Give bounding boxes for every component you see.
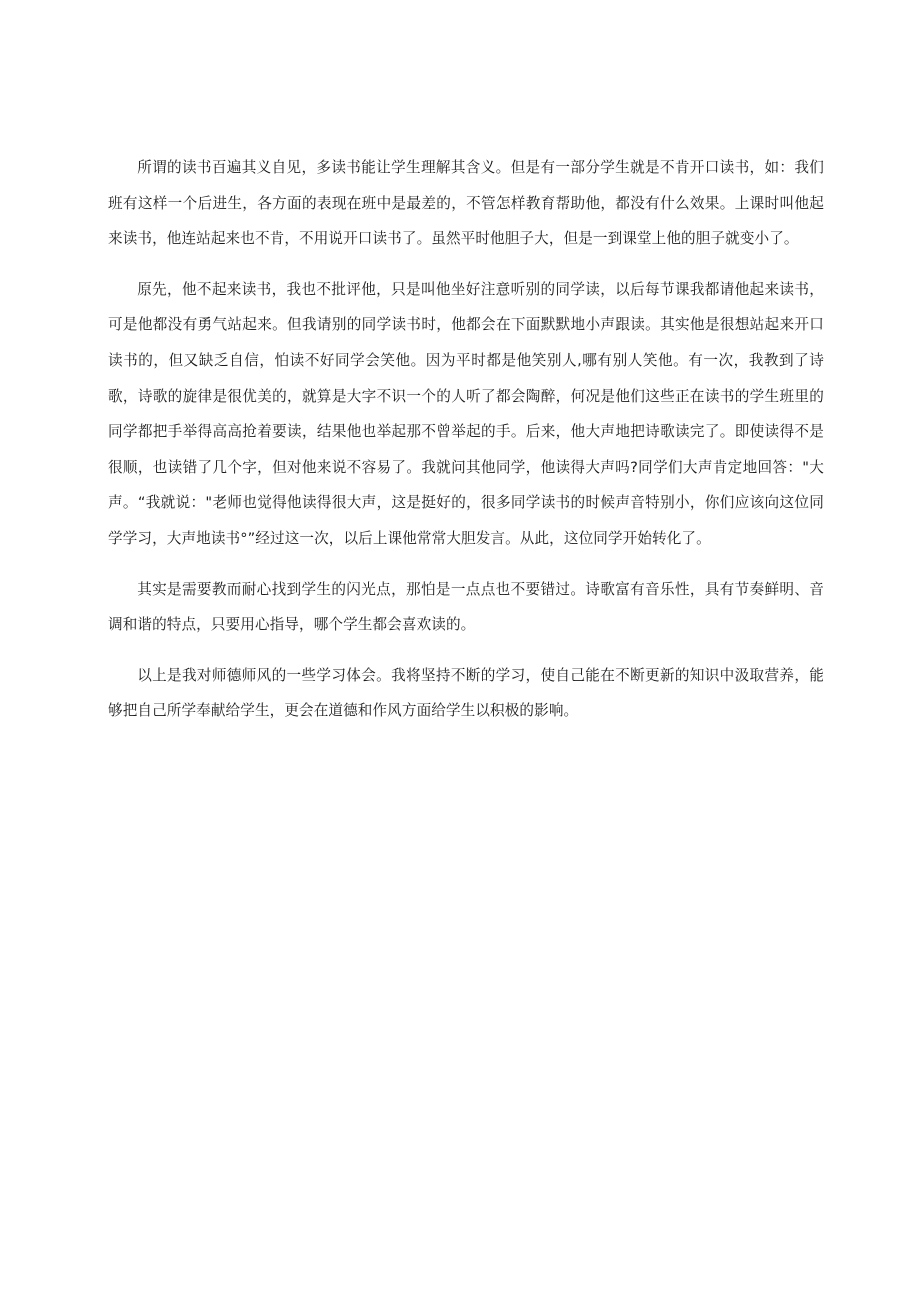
paragraph-2: 原先，他不起来读书，我也不批评他，只是叫他坐好注意听别的同学读，以后每节课我都请他起来读书，可是他都没有勇气站起来。但我请别的同学读书时，他都会在下面默默地小声跟读。其实他是很想站起来开口读书的，但又缺乏自信，怕读不好同学会笑他。因为平时都是他笑别人,哪有别人笑他。有一次，我教到了诗歌，诗歌的旋律是很优美的，就算是大字不识一个的人听了都会陶醉，何况是他们这些正在读书的学生班里的同学都把手举得高高抢着要读，结果他也举起那不曾举起的手。后来，他大声地把诗歌读完了。即使读得不是很顺，也读错了几个字，但对他来说不容易了。我就问其他同学，他读得大声吗?同学们大声肯定地回答："大声。“我就说："老师也觉得他读得很大声，这是挺好的，很多同学读书的时候声音特别小，你们应该向这位同学学习，大声地读书°”经过这一次，以后上课他常常大胆发言。从此，这位同学开始转化了。 bbox=[108, 280, 824, 547]
paragraph-3: 其实是需要教而耐心找到学生的闪光点，那怕是一点点也不要错过。诗歌富有音乐性，具有节奏鲜明、音调和谐的特点，只要用心指导，哪个学生都会喜欢读的。 bbox=[108, 580, 824, 634]
document-body bbox=[108, 150, 824, 729]
paragraph-4: 以上是我对师德师风的一些学习体会。我将坚持不断的学习，使自己能在不断更新的知识中汲取营养，能够把自己所学奉献给学生，更会在道德和作风方面给学生以积极的影响。 bbox=[108, 666, 824, 720]
paragraph-1: 所谓的读书百遍其义自见，多读书能让学生理解其含义。但是有一部分学生就是不肯开口读书，如：我们班有这样一个后进生，各方面的表现在班中是最差的，不管怎样教育帮助他，都没有什么效果。上课时叫他起来读书，他连站起来也不肯，不用说开口读书了。虽然平时他胆子大，但是一到课堂上他的胆子就变小了。 bbox=[108, 159, 824, 248]
